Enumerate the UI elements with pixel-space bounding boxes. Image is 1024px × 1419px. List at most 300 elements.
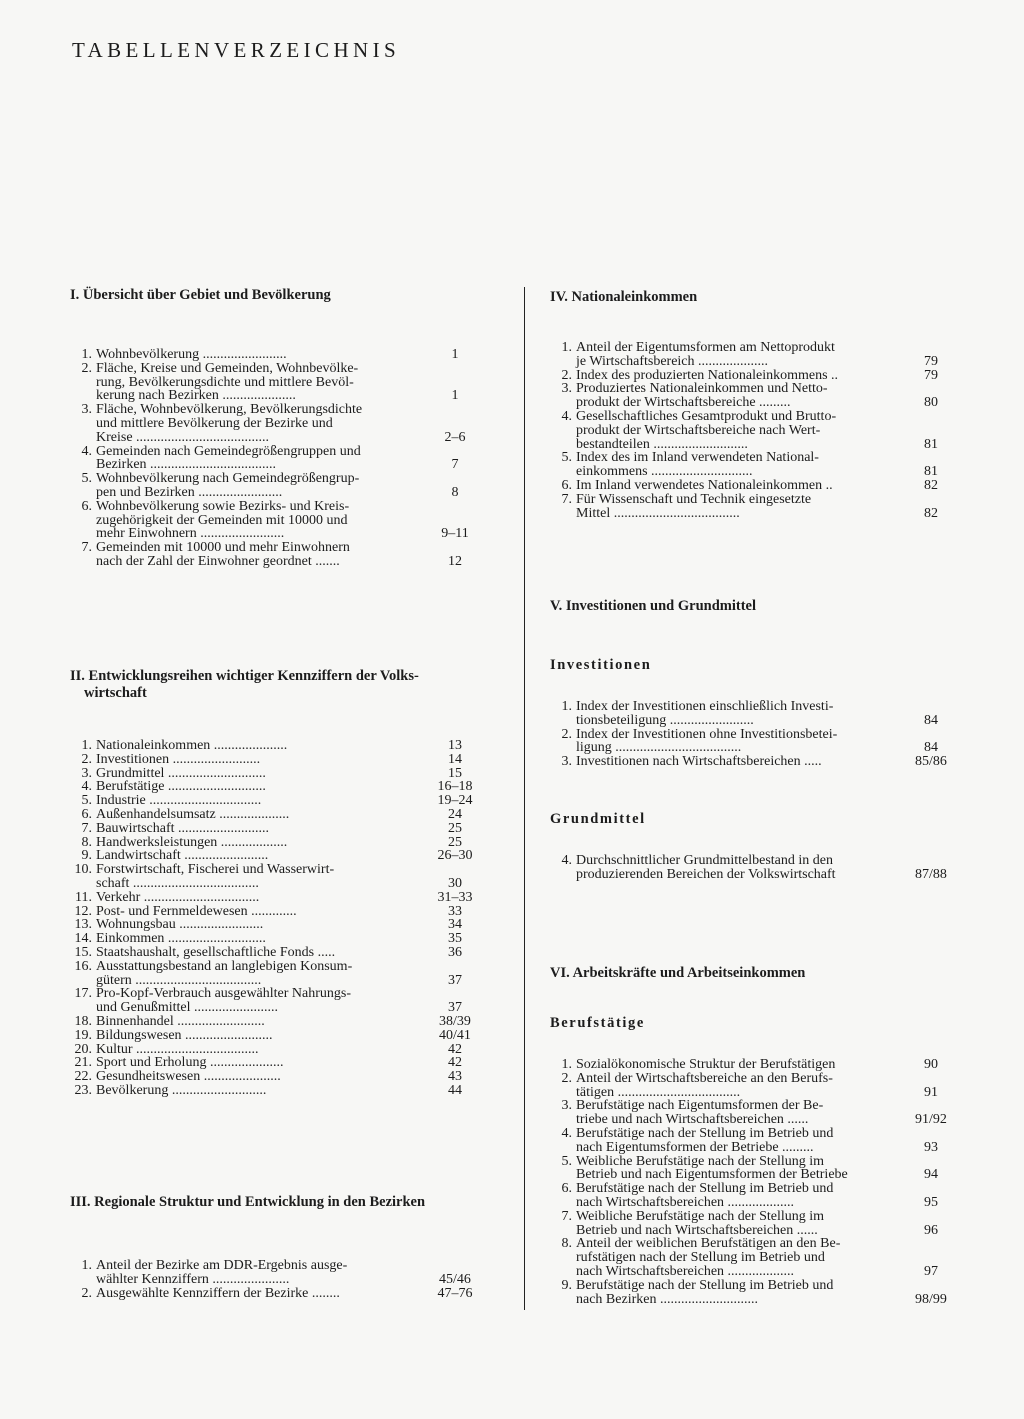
entry-title (96, 1259, 424, 1287)
entry-page-number: 82 (924, 505, 938, 521)
toc-entry (550, 1155, 966, 1183)
entry-title-line: Pro-Kopf-Verbrauch ausgewählter Nahrungs- (96, 986, 352, 1002)
entry-page-number: 14 (448, 751, 462, 767)
entry-title (96, 822, 424, 836)
entry-title-line: Index des im Inland verwendeten National- (576, 450, 819, 466)
toc-entry (550, 382, 966, 410)
entry-title (576, 341, 896, 369)
entry-page-number: 37 (448, 1000, 462, 1016)
entry-page-number: 31–33 (437, 889, 473, 905)
section-heading-line: wirtschaft (84, 685, 147, 701)
entry-number: 3. (81, 765, 92, 781)
entry-number: 5. (81, 471, 92, 487)
entry-page-number: 25 (448, 820, 462, 836)
toc-entry (70, 808, 486, 822)
entry-number: 2. (561, 1070, 572, 1086)
section-heading: IV. Nationaleinkommen (550, 289, 698, 305)
entry-title-line: pen und Bezirken ........................ (96, 484, 283, 500)
entry-title-line: Investitionen nach Wirtschaftsbereichen ..... (576, 754, 822, 770)
entry-title-line: Produziertes Nationaleinkommen und Netto- (576, 381, 828, 397)
toc-entry (70, 1015, 486, 1029)
entry-title-line: Weibliche Berufstätige nach der Stellung im (576, 1153, 825, 1169)
entry-title-line: produzierenden Bereichen der Volkswirtschaft (576, 866, 836, 882)
entry-number: 23. (74, 1082, 92, 1098)
entry-page-number: 2–6 (444, 429, 466, 445)
entry-page-number: 44 (448, 1082, 462, 1098)
entry-number: 3. (561, 1098, 572, 1114)
entry-number: 4. (561, 408, 572, 424)
entry-title-line: ligung .................................... (576, 740, 742, 756)
entry-title-line: bestandteilen ........................... (576, 436, 748, 452)
toc-entry (550, 369, 966, 383)
entry-number: 4. (81, 779, 92, 795)
entry-page-number: 95 (924, 1194, 938, 1210)
entry-title-line: Grundmittel ............................ (96, 765, 266, 781)
entry-number: 2. (561, 367, 572, 383)
entry-title-line: Im Inland verwendetes Nationaleinkommen .. (576, 477, 833, 493)
column-divider (524, 287, 525, 1310)
toc-entry (550, 1210, 966, 1238)
toc-list (550, 341, 966, 520)
entry-title (576, 451, 896, 479)
entry-title-line: je Wirtschaftsbereich .................... (576, 353, 769, 369)
entry-title-line: rufstätigen nach der Stellung im Betrieb und (576, 1250, 825, 1266)
entry-page-number: 87/88 (915, 866, 947, 882)
entry-number: 2. (81, 360, 92, 376)
entry-title-line: Nationaleinkommen ..................... (96, 738, 288, 753)
entry-title (96, 891, 424, 905)
entry-title (576, 1127, 896, 1155)
entry-page-number: 96 (924, 1222, 938, 1238)
toc-entry (550, 479, 966, 493)
entry-number: 13. (74, 917, 92, 933)
entry-title (96, 1070, 424, 1084)
entry-page-number: 82 (924, 477, 938, 493)
entry-title-line: Fläche, Kreise und Gemeinden, Wohnbevölke- (96, 360, 359, 376)
entry-number: 7. (561, 1208, 572, 1224)
entry-number: 3. (81, 402, 92, 418)
entry-page-number: 24 (448, 806, 462, 822)
entry-title (96, 1015, 424, 1029)
entry-page-number: 81 (924, 464, 938, 480)
section-heading: V. Investitionen und Grundmittel (550, 598, 756, 614)
entry-title (96, 780, 424, 794)
entry-page-number: 12 (448, 553, 462, 569)
entry-title-line: Bauwirtschaft .......................... (96, 820, 270, 836)
section-investments (550, 598, 966, 882)
subsection-heading: Grundmittel (550, 810, 646, 827)
toc-entry (70, 1043, 486, 1057)
entry-number: 2. (561, 726, 572, 742)
entry-number: 6. (561, 477, 572, 493)
entry-title (96, 918, 424, 932)
entry-number: 5. (561, 450, 572, 466)
entry-page-number: 1 (451, 347, 459, 362)
entry-title-line: Berufstätige nach der Stellung im Betrieb und (576, 1125, 834, 1141)
entry-title (576, 1072, 896, 1100)
entry-title (576, 493, 896, 521)
entry-title-line: Anteil der Bezirke am DDR-Ergebnis ausge- (96, 1258, 348, 1273)
entry-title (576, 479, 896, 493)
entry-number: 1. (81, 1258, 92, 1273)
entry-title (576, 1155, 896, 1183)
entry-number: 20. (74, 1041, 92, 1057)
toc-entry (550, 410, 966, 451)
entry-title-line: Sozialökonomische Struktur der Berufstätigen (576, 1057, 836, 1072)
entry-title (96, 500, 424, 541)
entry-page-number: 36 (448, 944, 462, 960)
entry-title (96, 960, 424, 988)
toc-list (70, 1259, 486, 1300)
entry-title-line: Außenhandelsumsatz .................... (96, 806, 290, 822)
entry-title-line: produkt der Wirtschaftsbereiche nach Wert- (576, 422, 821, 438)
entry-title (576, 1210, 896, 1238)
entry-title-line: Investitionen ......................... (96, 751, 261, 767)
entry-title (96, 445, 424, 473)
entry-title (576, 369, 896, 383)
entry-title (96, 849, 424, 863)
entry-page-number: 94 (924, 1167, 938, 1183)
toc-entry (70, 445, 486, 473)
entry-number: 5. (81, 793, 92, 809)
entry-title-line: nach der Zahl der Einwohner geordnet ....... (96, 553, 340, 569)
entry-title (576, 1099, 896, 1127)
entry-page-number: 85/86 (915, 754, 947, 770)
entry-title-line: Post- und Fernmeldewesen ............. (96, 903, 297, 919)
entry-title-line: Gemeinden nach Gemeindegrößengruppen und (96, 443, 361, 459)
entry-number: 12. (74, 903, 92, 919)
entry-title-line: Handwerksleistungen ................... (96, 834, 288, 850)
toc-list (550, 854, 966, 882)
entry-title (96, 1043, 424, 1057)
toc-entry (70, 863, 486, 891)
entry-title (96, 1084, 424, 1098)
entry-title (576, 1058, 896, 1072)
toc-entry (70, 1084, 486, 1098)
toc-entry (550, 1072, 966, 1100)
entry-page-number: 84 (924, 740, 938, 756)
entry-title-line: Bildungswesen ......................... (96, 1027, 273, 1043)
toc-entry (70, 780, 486, 794)
entry-number: 4. (81, 443, 92, 459)
toc-entry (70, 1259, 486, 1287)
toc-entry (70, 905, 486, 919)
entry-title-line: Wohnbevölkerung ........................ (96, 347, 287, 362)
entry-title-line: Forstwirtschaft, Fischerei und Wasserwirt- (96, 862, 335, 878)
toc-entry (550, 1279, 966, 1307)
entry-number: 3. (561, 754, 572, 770)
toc-entry (70, 1029, 486, 1043)
entry-title-line: Für Wissenschaft und Technik eingesetzte (576, 491, 812, 507)
entry-title-line: und mittlere Bevölkerung der Bezirke und (96, 415, 333, 431)
entry-number: 2. (81, 751, 92, 767)
section-heading (70, 668, 494, 702)
entry-title (96, 932, 424, 946)
entry-title-line: Kultur ................................... (96, 1041, 259, 1057)
toc-entry (70, 348, 486, 362)
section-heading: VI. Arbeitskräfte und Arbeitseinkommen (550, 965, 806, 981)
toc-entry (550, 728, 966, 756)
entry-title-line: Index der Investitionen ohne Investitionsbetei- (576, 726, 838, 742)
toc-entry (70, 362, 486, 403)
entry-number: 1. (561, 1057, 572, 1072)
entry-page-number: 90 (924, 1057, 938, 1072)
entry-title (96, 348, 424, 362)
entry-title-line: Ausstattungsbestand an langlebigen Konsum- (96, 958, 353, 974)
toc-list (70, 739, 486, 1098)
entry-title (576, 1237, 896, 1278)
entry-title-line: Wohnbevölkerung sowie Bezirks- und Kreis- (96, 498, 350, 514)
toc-entry (550, 1127, 966, 1155)
entry-title-line: nach Wirtschaftsbereichen ................... (576, 1263, 795, 1279)
entry-title (96, 472, 424, 500)
entry-number: 6. (561, 1181, 572, 1197)
entry-page-number: 84 (924, 712, 938, 728)
entry-number: 6. (81, 498, 92, 514)
entry-page-number: 25 (448, 834, 462, 850)
entry-title-line: zugehörigkeit der Gemeinden mit 10000 und (96, 512, 348, 528)
entry-title-line: Index des produzierten Nationaleinkommens .. (576, 367, 839, 383)
entry-page-number: 37 (448, 972, 462, 988)
entry-page-number: 8 (451, 484, 459, 500)
entry-title-line: produkt der Wirtschaftsbereiche ......... (576, 395, 791, 411)
toc-entry (70, 1287, 486, 1301)
toc-entry (70, 946, 486, 960)
toc-entry (70, 403, 486, 444)
toc-list (550, 1058, 966, 1306)
entry-number: 8. (81, 834, 92, 850)
toc-entry (550, 1237, 966, 1278)
entry-page-number: 35 (448, 931, 462, 947)
toc-entry (550, 755, 966, 769)
entry-title (96, 1029, 424, 1043)
entry-page-number: 13 (448, 738, 462, 753)
entry-number: 15. (74, 944, 92, 960)
toc-entry (70, 918, 486, 932)
entry-title-line: Einkommen ............................ (96, 931, 266, 947)
toc-list (70, 348, 486, 569)
entry-number: 8. (561, 1236, 572, 1252)
entry-title (96, 987, 424, 1015)
entry-page-number: 45/46 (439, 1271, 471, 1287)
entry-title (96, 739, 424, 753)
entry-page-number: 1 (451, 388, 459, 404)
entry-title (576, 410, 896, 451)
entry-title (576, 1182, 896, 1210)
section-development-series (70, 668, 494, 1098)
entry-title-line: tätigen ................................... (576, 1084, 741, 1100)
entry-title-line: einkommens ............................. (576, 464, 753, 480)
toc-entry (70, 836, 486, 850)
entry-title (576, 382, 896, 410)
entry-title-line: Anteil der weiblichen Berufstätigen an den Be- (576, 1236, 841, 1252)
entry-title-line: und Genußmittel ........................ (96, 1000, 278, 1016)
entry-number: 7. (561, 491, 572, 507)
entry-page-number: 97 (924, 1263, 938, 1279)
entry-title (96, 403, 424, 444)
entry-page-number: 91/92 (915, 1112, 947, 1128)
entry-title-line: tionsbeteiligung ........................ (576, 712, 754, 728)
entry-title-line: Gesundheitswesen ...................... (96, 1069, 281, 1085)
entry-page-number: 16–18 (437, 779, 473, 795)
section-heading: III. Regionale Struktur und Entwicklung in den Bezirken (70, 1194, 426, 1210)
entry-title-line: Sport und Erholung ..................... (96, 1055, 284, 1071)
entry-number: 21. (74, 1055, 92, 1071)
toc-entry (70, 541, 486, 569)
entry-title-line: gütern .................................... (96, 972, 262, 988)
entry-title-line: Binnenhandel ......................... (96, 1013, 265, 1029)
section-regional (70, 1194, 494, 1300)
entry-page-number: 7 (451, 457, 459, 473)
entry-page-number: 42 (448, 1055, 462, 1071)
toc-list (550, 700, 966, 769)
entry-number: 10. (74, 862, 92, 878)
entry-title-line: Wohnungsbau ........................ (96, 917, 264, 933)
entry-page-number: 9–11 (441, 526, 469, 542)
entry-title-line: Fläche, Wohnbevölkerung, Bevölkerungsdichte (96, 402, 363, 418)
entry-title-line: triebe und nach Wirtschaftsbereichen ...... (576, 1112, 809, 1128)
section-national-income (550, 289, 966, 520)
section-heading-line: II. Entwicklungsreihen wichtiger Kennziffern der Volks- (70, 668, 419, 684)
entry-number: 5. (561, 1153, 572, 1169)
entry-title (96, 541, 424, 569)
page-title: TABELLENVERZEICHNIS (72, 38, 401, 62)
entry-page-number: 34 (448, 917, 462, 933)
entry-page-number: 38/39 (439, 1013, 471, 1029)
entry-title-line: Anteil der Eigentumsformen am Nettoprodukt (576, 340, 835, 355)
entry-title-line: Staatshaushalt, gesellschaftliche Fonds ..... (96, 944, 336, 960)
entry-page-number: 40/41 (439, 1027, 471, 1043)
entry-title (576, 700, 896, 728)
entry-title-line: Weibliche Berufstätige nach der Stellung im (576, 1208, 825, 1224)
entry-number: 6. (81, 806, 92, 822)
entry-number: 9. (561, 1277, 572, 1293)
entry-number: 1. (561, 340, 572, 355)
toc-entry (70, 987, 486, 1015)
entry-page-number: 91 (924, 1084, 938, 1100)
toc-entry (550, 1099, 966, 1127)
entry-title-line: nach Wirtschaftsbereichen ................... (576, 1194, 795, 1210)
entry-title-line: Mittel .................................... (576, 505, 740, 521)
entry-title-line: wählter Kennziffern ...................... (96, 1271, 290, 1287)
entry-title-line: schaft .................................... (96, 875, 259, 891)
entry-title-line: Gemeinden mit 10000 und mehr Einwohnern (96, 540, 350, 556)
entry-title-line: Betrieb und nach Wirtschaftsbereichen ...... (576, 1222, 818, 1238)
entry-title (96, 767, 424, 781)
subsection-heading: Investitionen (550, 657, 652, 673)
toc-entry (70, 739, 486, 753)
entry-title-line: Verkehr ................................. (96, 889, 260, 905)
entry-number: 18. (74, 1013, 92, 1029)
section-heading: I. Übersicht über Gebiet und Bevölkerung (70, 287, 331, 303)
entry-title-line: rung, Bevölkerungsdichte und mittlere Bevöl- (96, 374, 354, 390)
entry-title-line: Kreise ...................................... (96, 429, 270, 445)
entry-number: 1. (81, 347, 92, 362)
entry-title-line: mehr Einwohnern ........................ (96, 526, 285, 542)
section-labour (550, 965, 966, 1306)
entry-title-line: Berufstätige nach Eigentumsformen der Be- (576, 1098, 824, 1114)
entry-title-line: Durchschnittlicher Grundmittelbestand in den (576, 852, 833, 868)
entry-page-number: 79 (924, 367, 938, 383)
entry-page-number: 93 (924, 1139, 938, 1155)
toc-entry (550, 1182, 966, 1210)
toc-entry (70, 1056, 486, 1070)
toc-entry (70, 849, 486, 863)
entry-title (576, 854, 896, 882)
toc-entry (550, 854, 966, 882)
subsection-heading: Berufstätige (550, 1015, 645, 1031)
entry-number: 7. (81, 820, 92, 836)
entry-title-line: Berufstätige nach der Stellung im Betrieb und (576, 1181, 834, 1197)
entry-page-number: 15 (448, 765, 462, 781)
entry-title-line: Bevölkerung ........................... (96, 1082, 267, 1098)
toc-entry (550, 700, 966, 728)
entry-number: 9. (81, 848, 92, 864)
toc-entry (550, 451, 966, 479)
entry-number: 1. (561, 699, 572, 714)
entry-title-line: Index der Investitionen einschließlich Investi- (576, 699, 834, 714)
toc-entry (70, 960, 486, 988)
toc-entry (550, 1058, 966, 1072)
entry-title (576, 728, 896, 756)
entry-title-line: Betrieb und nach Eigentumsformen der Betriebe (576, 1167, 848, 1183)
entry-number: 1. (81, 738, 92, 753)
entry-page-number: 30 (448, 875, 462, 891)
section-overview (70, 287, 486, 569)
toc-entry (70, 1070, 486, 1084)
entry-title-line: Bezirken .................................... (96, 457, 277, 473)
entry-number: 16. (74, 958, 92, 974)
entry-number: 17. (74, 986, 92, 1002)
entry-page-number: 42 (448, 1041, 462, 1057)
entry-page-number: 43 (448, 1069, 462, 1085)
entry-page-number: 81 (924, 436, 938, 452)
entry-title-line: Ausgewählte Kennziffern der Bezirke ........ (96, 1285, 340, 1301)
entry-title-line: Landwirtschaft ........................ (96, 848, 269, 864)
toc-entry (70, 822, 486, 836)
entry-title (96, 836, 424, 850)
entry-title-line: nach Eigentumsformen der Betriebe ......... (576, 1139, 814, 1155)
entry-title (576, 755, 896, 769)
entry-page-number: 19–24 (437, 793, 473, 809)
entry-title (96, 808, 424, 822)
entry-title-line: kerung nach Bezirken ..................... (96, 388, 296, 404)
entry-title (96, 753, 424, 767)
entry-page-number: 33 (448, 903, 462, 919)
entry-title-line: nach Bezirken ............................ (576, 1291, 758, 1307)
entry-number: 11. (75, 889, 92, 905)
toc-entry (70, 767, 486, 781)
entry-title-line: Berufstätige ............................ (96, 779, 266, 795)
toc-entry (70, 891, 486, 905)
entry-page-number: 98/99 (915, 1291, 947, 1307)
entry-title (96, 863, 424, 891)
entry-number: 22. (74, 1069, 92, 1085)
entry-title (96, 794, 424, 808)
entry-number: 4. (561, 1125, 572, 1141)
toc-entry (70, 753, 486, 767)
entry-title-line: Anteil der Wirtschaftsbereiche an den Berufs- (576, 1070, 833, 1086)
entry-number: 19. (74, 1027, 92, 1043)
toc-entry (70, 794, 486, 808)
entry-page-number: 47–76 (437, 1285, 473, 1301)
entry-title (96, 946, 424, 960)
entry-title (96, 905, 424, 919)
entry-page-number: 80 (924, 395, 938, 411)
entry-title-line: Berufstätige nach der Stellung im Betrieb und (576, 1277, 834, 1293)
entry-title (576, 1279, 896, 1307)
entry-title-line: Gesellschaftliches Gesamtprodukt und Brutto- (576, 408, 837, 424)
